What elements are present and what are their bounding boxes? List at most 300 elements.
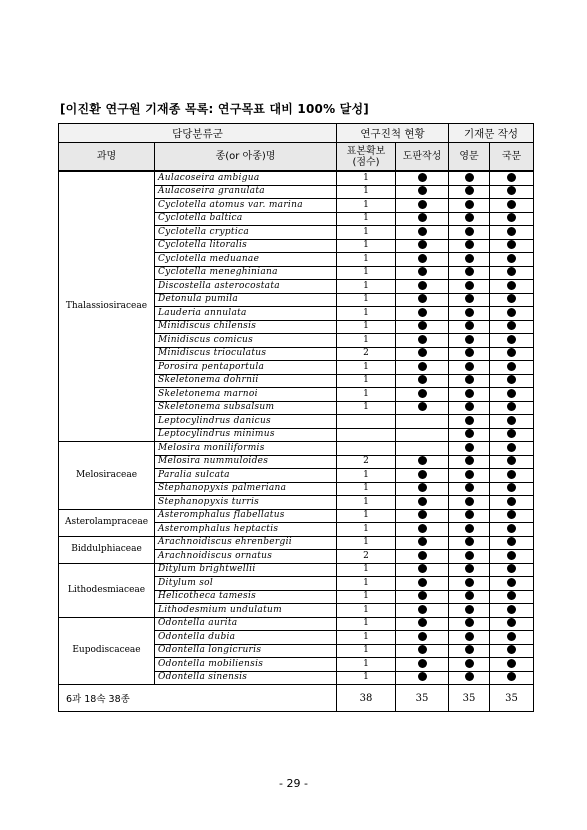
illustration-done-icon bbox=[418, 524, 427, 533]
korean-done-icon bbox=[507, 416, 516, 425]
species-name: Lauderia annulata bbox=[155, 307, 337, 321]
korean-done-icon bbox=[507, 402, 516, 411]
korean-done-icon bbox=[507, 348, 516, 357]
english-done-icon bbox=[465, 645, 474, 654]
english-done-cell bbox=[449, 185, 490, 199]
english-done-cell bbox=[449, 496, 490, 510]
korean-done-icon bbox=[507, 605, 516, 614]
species-name: Lithodesmium undulatum bbox=[155, 604, 337, 618]
header-species: 종(or 아종)명 bbox=[155, 143, 337, 172]
specimen-count: 1 bbox=[337, 266, 396, 280]
species-name: Asteromphalus flabellatus bbox=[155, 509, 337, 523]
korean-done-cell bbox=[490, 563, 534, 577]
english-done-icon bbox=[465, 186, 474, 195]
header-row-groups bbox=[59, 124, 534, 143]
english-done-cell bbox=[449, 401, 490, 415]
illustration-done-icon bbox=[418, 294, 427, 303]
korean-done-cell bbox=[490, 199, 534, 213]
specimen-count: 1 bbox=[337, 496, 396, 510]
korean-done-cell bbox=[490, 307, 534, 321]
specimen-count: 1 bbox=[337, 388, 396, 402]
species-name: Cyclotella baltica bbox=[155, 212, 337, 226]
korean-done-cell bbox=[490, 658, 534, 672]
korean-done-icon bbox=[507, 537, 516, 546]
header-row-columns bbox=[59, 143, 534, 172]
illustration-done-cell bbox=[396, 199, 449, 213]
specimen-count: 1 bbox=[337, 212, 396, 226]
page-heading: [이진환 연구원 기재종 목록: 연구목표 대비 100% 달성] bbox=[60, 102, 369, 116]
specimen-count: 2 bbox=[337, 455, 396, 469]
species-table bbox=[58, 123, 534, 712]
species-name: Arachnoidiscus ehrenbergii bbox=[155, 536, 337, 550]
english-done-cell bbox=[449, 658, 490, 672]
korean-done-cell bbox=[490, 171, 534, 185]
korean-done-icon bbox=[507, 389, 516, 398]
korean-done-icon bbox=[507, 267, 516, 276]
english-done-cell bbox=[449, 523, 490, 537]
english-done-cell bbox=[449, 415, 490, 429]
species-name: Cyclotella cryptica bbox=[155, 226, 337, 240]
english-done-cell bbox=[449, 550, 490, 564]
korean-done-cell bbox=[490, 536, 534, 550]
specimen-count bbox=[337, 428, 396, 442]
species-name: Skeletonema subsalsum bbox=[155, 401, 337, 415]
illustration-done-cell bbox=[396, 428, 449, 442]
english-done-icon bbox=[465, 524, 474, 533]
specimen-count: 1 bbox=[337, 536, 396, 550]
illustration-done-icon bbox=[418, 456, 427, 465]
english-done-cell bbox=[449, 671, 490, 685]
illustration-done-cell bbox=[396, 577, 449, 591]
totals-english: 35 bbox=[449, 685, 490, 712]
illustration-done-icon bbox=[418, 605, 427, 614]
english-done-cell bbox=[449, 509, 490, 523]
illustration-done-icon bbox=[418, 308, 427, 317]
korean-done-cell bbox=[490, 428, 534, 442]
korean-done-icon bbox=[507, 200, 516, 209]
illustration-done-cell bbox=[396, 293, 449, 307]
korean-done-icon bbox=[507, 497, 516, 506]
species-name: Cyclotella meduanae bbox=[155, 253, 337, 267]
specimen-count: 1 bbox=[337, 171, 396, 185]
korean-done-cell bbox=[490, 374, 534, 388]
species-table-body bbox=[59, 171, 534, 685]
illustration-done-icon bbox=[418, 470, 427, 479]
illustration-done-icon bbox=[418, 267, 427, 276]
specimen-count: 1 bbox=[337, 226, 396, 240]
totals-label: 6과 18속 38종 bbox=[59, 685, 337, 712]
species-name: Asteromphalus heptactis bbox=[155, 523, 337, 537]
english-done-icon bbox=[465, 267, 474, 276]
english-done-cell bbox=[449, 455, 490, 469]
header-specimens-line1: 표본확보 bbox=[346, 145, 386, 157]
english-done-cell bbox=[449, 374, 490, 388]
species-name: Ditylum brightwellii bbox=[155, 563, 337, 577]
specimen-count: 2 bbox=[337, 550, 396, 564]
specimen-count: 1 bbox=[337, 374, 396, 388]
specimen-count: 1 bbox=[337, 334, 396, 348]
korean-done-cell bbox=[490, 253, 534, 267]
illustration-done-cell bbox=[396, 455, 449, 469]
species-name: Melosira nummuloides bbox=[155, 455, 337, 469]
table-row bbox=[59, 536, 534, 550]
illustration-done-icon bbox=[418, 497, 427, 506]
specimen-count: 1 bbox=[337, 185, 396, 199]
specimen-count: 1 bbox=[337, 401, 396, 415]
english-done-icon bbox=[465, 281, 474, 290]
korean-done-icon bbox=[507, 375, 516, 384]
english-done-icon bbox=[465, 240, 474, 249]
header-illustration: 도판작성 bbox=[396, 143, 449, 172]
english-done-icon bbox=[465, 254, 474, 263]
english-done-icon bbox=[465, 591, 474, 600]
table-row bbox=[59, 509, 534, 523]
english-done-cell bbox=[449, 563, 490, 577]
illustration-done-icon bbox=[418, 632, 427, 641]
english-done-icon bbox=[465, 416, 474, 425]
illustration-done-cell bbox=[396, 509, 449, 523]
english-done-icon bbox=[465, 510, 474, 519]
specimen-count: 1 bbox=[337, 644, 396, 658]
korean-done-icon bbox=[507, 429, 516, 438]
specimen-count: 1 bbox=[337, 280, 396, 294]
species-name: Melosira moniliformis bbox=[155, 442, 337, 456]
specimen-count: 1 bbox=[337, 361, 396, 375]
species-name: Aulacoseira ambigua bbox=[155, 171, 337, 185]
illustration-done-icon bbox=[418, 213, 427, 222]
korean-done-icon bbox=[507, 443, 516, 452]
korean-done-icon bbox=[507, 254, 516, 263]
korean-done-cell bbox=[490, 226, 534, 240]
header-taxon-group: 담당분류군 bbox=[59, 124, 337, 143]
species-name: Skeletonema dohrnii bbox=[155, 374, 337, 388]
specimen-count: 1 bbox=[337, 658, 396, 672]
english-done-cell bbox=[449, 644, 490, 658]
english-done-cell bbox=[449, 604, 490, 618]
korean-done-icon bbox=[507, 186, 516, 195]
english-done-icon bbox=[465, 632, 474, 641]
illustration-done-icon bbox=[418, 186, 427, 195]
illustration-done-cell bbox=[396, 401, 449, 415]
korean-done-icon bbox=[507, 510, 516, 519]
korean-done-cell bbox=[490, 185, 534, 199]
english-done-cell bbox=[449, 347, 490, 361]
specimen-count: 1 bbox=[337, 199, 396, 213]
species-name: Stephanopyxis palmeriana bbox=[155, 482, 337, 496]
korean-done-cell bbox=[490, 590, 534, 604]
header-family: 과명 bbox=[59, 143, 155, 172]
table-row bbox=[59, 617, 534, 631]
english-done-icon bbox=[465, 348, 474, 357]
illustration-done-cell bbox=[396, 388, 449, 402]
korean-done-icon bbox=[507, 321, 516, 330]
species-name: Helicotheca tamesis bbox=[155, 590, 337, 604]
header-korean: 국문 bbox=[490, 143, 534, 172]
illustration-done-icon bbox=[418, 173, 427, 182]
species-name: Cyclotella meneghiniana bbox=[155, 266, 337, 280]
english-done-cell bbox=[449, 280, 490, 294]
illustration-done-icon bbox=[418, 281, 427, 290]
illustration-done-cell bbox=[396, 550, 449, 564]
english-done-icon bbox=[465, 200, 474, 209]
english-done-icon bbox=[465, 443, 474, 452]
illustration-done-cell bbox=[396, 171, 449, 185]
illustration-done-cell bbox=[396, 442, 449, 456]
korean-done-cell bbox=[490, 293, 534, 307]
english-done-icon bbox=[465, 659, 474, 668]
illustration-done-icon bbox=[418, 672, 427, 681]
korean-done-cell bbox=[490, 482, 534, 496]
korean-done-icon bbox=[507, 281, 516, 290]
specimen-count bbox=[337, 415, 396, 429]
illustration-done-cell bbox=[396, 469, 449, 483]
family-name: Thalassiosiraceae bbox=[59, 171, 155, 442]
illustration-done-icon bbox=[418, 618, 427, 627]
illustration-done-cell bbox=[396, 482, 449, 496]
korean-done-cell bbox=[490, 239, 534, 253]
illustration-done-icon bbox=[418, 227, 427, 236]
table-row bbox=[59, 563, 534, 577]
species-name: Odontella dubia bbox=[155, 631, 337, 645]
illustration-done-cell bbox=[396, 415, 449, 429]
english-done-icon bbox=[465, 389, 474, 398]
species-name: Porosira pentaportula bbox=[155, 361, 337, 375]
english-done-icon bbox=[465, 456, 474, 465]
korean-done-icon bbox=[507, 483, 516, 492]
specimen-count: 1 bbox=[337, 590, 396, 604]
header-specimens bbox=[337, 143, 396, 172]
specimen-count: 1 bbox=[337, 239, 396, 253]
english-done-cell bbox=[449, 469, 490, 483]
header-description-group: 기재문 작성 bbox=[449, 124, 534, 143]
korean-done-cell bbox=[490, 577, 534, 591]
korean-done-cell bbox=[490, 671, 534, 685]
korean-done-icon bbox=[507, 672, 516, 681]
korean-done-cell bbox=[490, 509, 534, 523]
korean-done-icon bbox=[507, 645, 516, 654]
english-done-icon bbox=[465, 483, 474, 492]
species-name: Aulacoseira granulata bbox=[155, 185, 337, 199]
english-done-icon bbox=[465, 335, 474, 344]
species-name: Cyclotella litoralis bbox=[155, 239, 337, 253]
specimen-count: 1 bbox=[337, 604, 396, 618]
english-done-icon bbox=[465, 429, 474, 438]
illustration-done-cell bbox=[396, 374, 449, 388]
korean-done-icon bbox=[507, 335, 516, 344]
korean-done-cell bbox=[490, 401, 534, 415]
specimen-count: 1 bbox=[337, 563, 396, 577]
korean-done-cell bbox=[490, 266, 534, 280]
korean-done-cell bbox=[490, 523, 534, 537]
english-done-cell bbox=[449, 617, 490, 631]
illustration-done-cell bbox=[396, 334, 449, 348]
english-done-icon bbox=[465, 605, 474, 614]
illustration-done-cell bbox=[396, 631, 449, 645]
header-progress-group: 연구진척 현황 bbox=[337, 124, 449, 143]
english-done-cell bbox=[449, 388, 490, 402]
korean-done-cell bbox=[490, 644, 534, 658]
korean-done-icon bbox=[507, 551, 516, 560]
species-name: Cyclotella atomus var. marina bbox=[155, 199, 337, 213]
english-done-icon bbox=[465, 402, 474, 411]
illustration-done-icon bbox=[418, 254, 427, 263]
english-done-cell bbox=[449, 482, 490, 496]
family-name: Asterolampraceae bbox=[59, 509, 155, 536]
illustration-done-cell bbox=[396, 307, 449, 321]
english-done-cell bbox=[449, 266, 490, 280]
english-done-icon bbox=[465, 672, 474, 681]
illustration-done-icon bbox=[418, 510, 427, 519]
totals-korean: 35 bbox=[490, 685, 534, 712]
illustration-done-icon bbox=[418, 564, 427, 573]
illustration-done-cell bbox=[396, 320, 449, 334]
english-done-cell bbox=[449, 577, 490, 591]
english-done-cell bbox=[449, 199, 490, 213]
illustration-done-cell bbox=[396, 523, 449, 537]
korean-done-icon bbox=[507, 213, 516, 222]
specimen-count: 1 bbox=[337, 482, 396, 496]
english-done-cell bbox=[449, 428, 490, 442]
family-name: Lithodesmiaceae bbox=[59, 563, 155, 617]
page-number: - 29 - bbox=[279, 777, 308, 790]
family-name: Eupodiscaceae bbox=[59, 617, 155, 685]
korean-done-icon bbox=[507, 240, 516, 249]
illustration-done-icon bbox=[418, 321, 427, 330]
illustration-done-cell bbox=[396, 536, 449, 550]
species-name: Arachnoidiscus ornatus bbox=[155, 550, 337, 564]
specimen-count bbox=[337, 442, 396, 456]
english-done-cell bbox=[449, 171, 490, 185]
korean-done-icon bbox=[507, 456, 516, 465]
illustration-done-cell bbox=[396, 239, 449, 253]
illustration-done-cell bbox=[396, 347, 449, 361]
korean-done-cell bbox=[490, 415, 534, 429]
illustration-done-icon bbox=[418, 389, 427, 398]
illustration-done-icon bbox=[418, 375, 427, 384]
specimen-count: 1 bbox=[337, 671, 396, 685]
species-name: Leptocylindrus minimus bbox=[155, 428, 337, 442]
illustration-done-cell bbox=[396, 496, 449, 510]
korean-done-icon bbox=[507, 173, 516, 182]
illustration-done-cell bbox=[396, 671, 449, 685]
illustration-done-cell bbox=[396, 644, 449, 658]
illustration-done-cell bbox=[396, 361, 449, 375]
english-done-icon bbox=[465, 470, 474, 479]
specimen-count: 2 bbox=[337, 347, 396, 361]
english-done-cell bbox=[449, 239, 490, 253]
illustration-done-icon bbox=[418, 335, 427, 344]
illustration-done-cell bbox=[396, 185, 449, 199]
specimen-count: 1 bbox=[337, 523, 396, 537]
korean-done-icon bbox=[507, 632, 516, 641]
header-english: 영문 bbox=[449, 143, 490, 172]
specimen-count: 1 bbox=[337, 307, 396, 321]
korean-done-cell bbox=[490, 631, 534, 645]
korean-done-icon bbox=[507, 591, 516, 600]
family-name: Biddulphiaceae bbox=[59, 536, 155, 563]
english-done-icon bbox=[465, 362, 474, 371]
specimen-count: 1 bbox=[337, 469, 396, 483]
species-name: Stephanopyxis turris bbox=[155, 496, 337, 510]
specimen-count: 1 bbox=[337, 320, 396, 334]
korean-done-cell bbox=[490, 496, 534, 510]
korean-done-cell bbox=[490, 388, 534, 402]
species-name: Minidiscus chilensis bbox=[155, 320, 337, 334]
illustration-done-cell bbox=[396, 604, 449, 618]
species-name: Paralia sulcata bbox=[155, 469, 337, 483]
english-done-cell bbox=[449, 307, 490, 321]
english-done-cell bbox=[449, 361, 490, 375]
illustration-done-icon bbox=[418, 240, 427, 249]
illustration-done-cell bbox=[396, 226, 449, 240]
illustration-done-cell bbox=[396, 590, 449, 604]
illustration-done-cell bbox=[396, 253, 449, 267]
specimen-count: 1 bbox=[337, 509, 396, 523]
english-done-cell bbox=[449, 590, 490, 604]
illustration-done-icon bbox=[418, 483, 427, 492]
illustration-done-cell bbox=[396, 212, 449, 226]
korean-done-icon bbox=[507, 362, 516, 371]
specimen-count: 1 bbox=[337, 253, 396, 267]
english-done-icon bbox=[465, 173, 474, 182]
english-done-icon bbox=[465, 537, 474, 546]
illustration-done-icon bbox=[418, 200, 427, 209]
korean-done-icon bbox=[507, 227, 516, 236]
korean-done-icon bbox=[507, 308, 516, 317]
species-name: Minidiscus comicus bbox=[155, 334, 337, 348]
english-done-icon bbox=[465, 308, 474, 317]
totals-specimens: 38 bbox=[337, 685, 396, 712]
english-done-icon bbox=[465, 227, 474, 236]
illustration-done-cell bbox=[396, 266, 449, 280]
species-name: Minidiscus trioculatus bbox=[155, 347, 337, 361]
species-name: Discostella asterocostata bbox=[155, 280, 337, 294]
korean-done-cell bbox=[490, 320, 534, 334]
english-done-icon bbox=[465, 213, 474, 222]
illustration-done-cell bbox=[396, 658, 449, 672]
korean-done-cell bbox=[490, 550, 534, 564]
illustration-done-icon bbox=[418, 551, 427, 560]
english-done-cell bbox=[449, 334, 490, 348]
korean-done-cell bbox=[490, 280, 534, 294]
korean-done-cell bbox=[490, 361, 534, 375]
species-name: Leptocylindrus danicus bbox=[155, 415, 337, 429]
english-done-icon bbox=[465, 618, 474, 627]
english-done-cell bbox=[449, 631, 490, 645]
species-name: Odontella mobiliensis bbox=[155, 658, 337, 672]
korean-done-cell bbox=[490, 469, 534, 483]
korean-done-cell bbox=[490, 334, 534, 348]
english-done-icon bbox=[465, 497, 474, 506]
illustration-done-icon bbox=[418, 362, 427, 371]
english-done-icon bbox=[465, 294, 474, 303]
english-done-cell bbox=[449, 536, 490, 550]
table-row bbox=[59, 442, 534, 456]
totals-row bbox=[59, 685, 534, 712]
species-name: Odontella aurita bbox=[155, 617, 337, 631]
english-done-cell bbox=[449, 442, 490, 456]
illustration-done-icon bbox=[418, 348, 427, 357]
illustration-done-icon bbox=[418, 659, 427, 668]
korean-done-cell bbox=[490, 604, 534, 618]
english-done-icon bbox=[465, 578, 474, 587]
korean-done-cell bbox=[490, 347, 534, 361]
totals-plates: 35 bbox=[396, 685, 449, 712]
korean-done-cell bbox=[490, 212, 534, 226]
english-done-cell bbox=[449, 212, 490, 226]
specimen-count: 1 bbox=[337, 631, 396, 645]
english-done-icon bbox=[465, 375, 474, 384]
